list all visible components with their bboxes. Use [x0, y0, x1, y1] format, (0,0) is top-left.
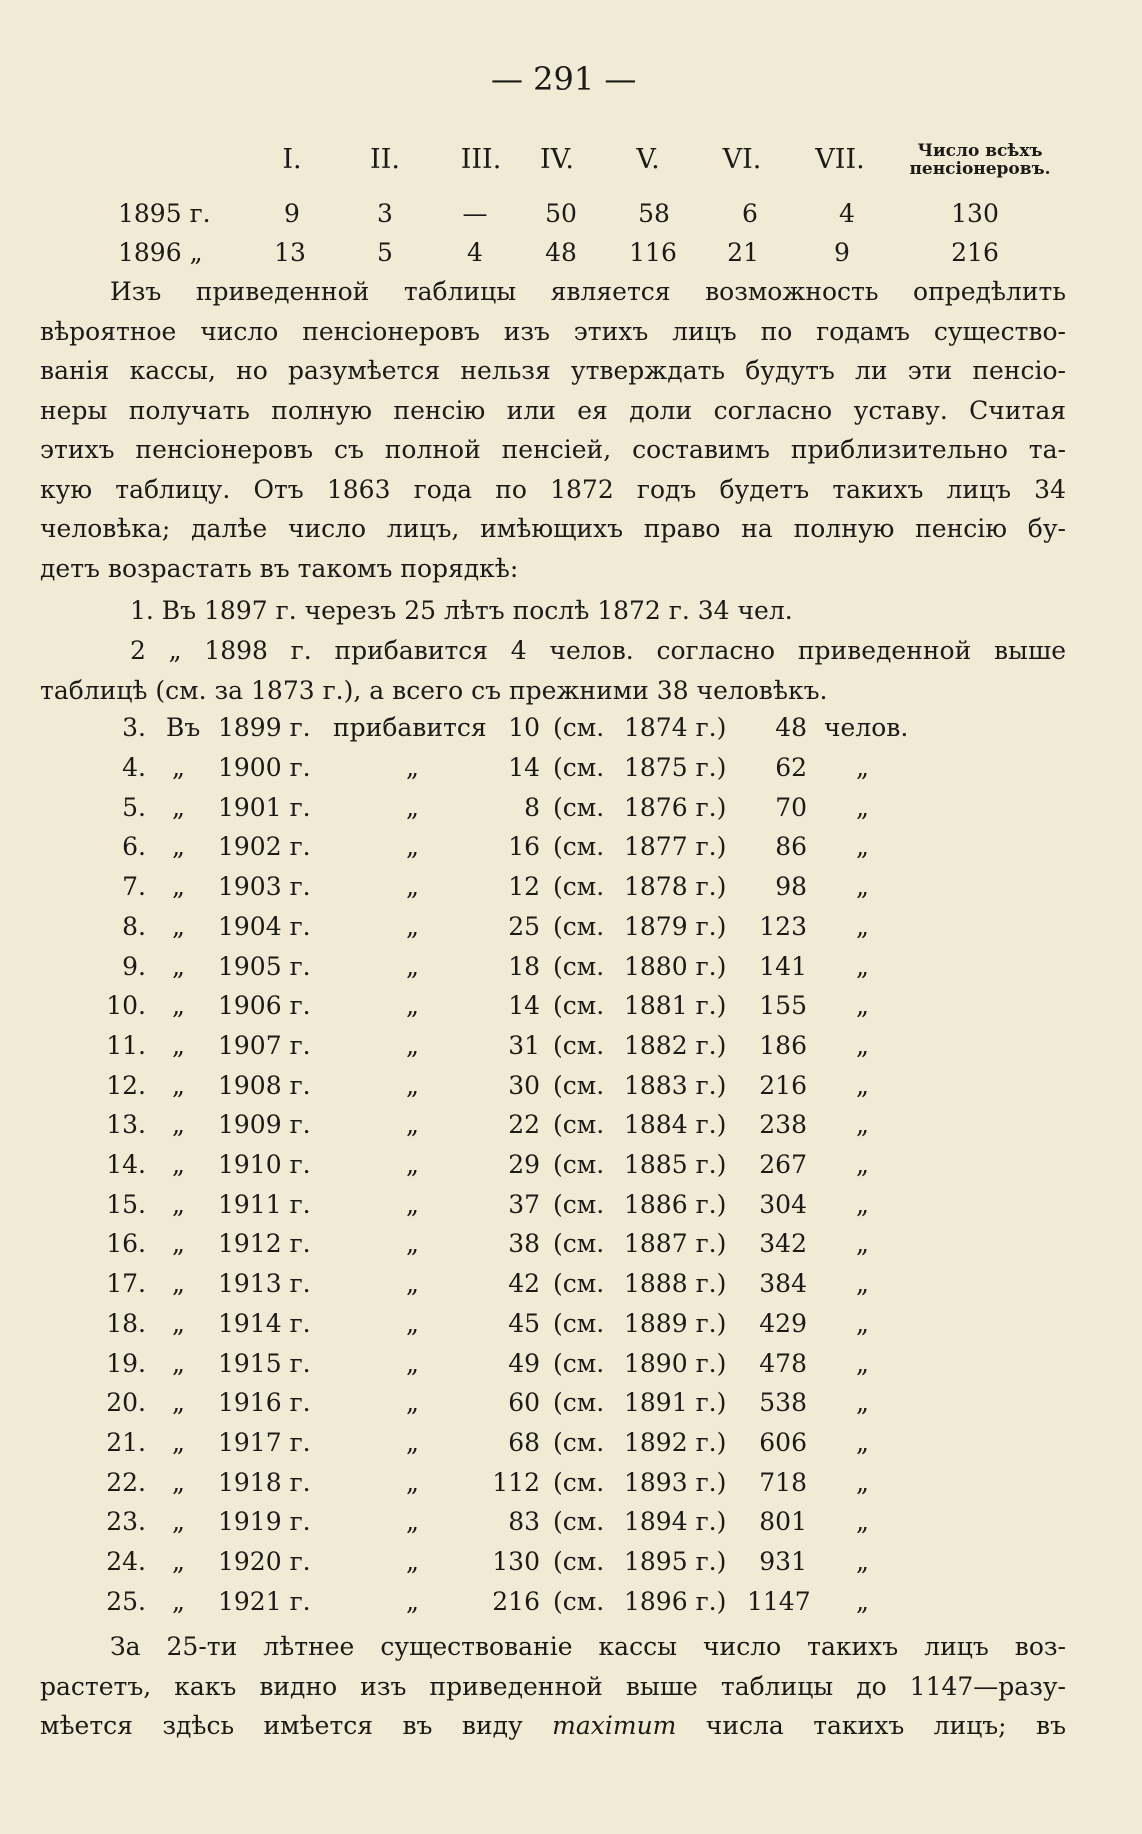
row-num: 8.	[122, 912, 146, 941]
table-row-1895-c6: 6	[742, 199, 758, 228]
row-unit: челов.	[824, 713, 909, 742]
table-row-1896-c1: 13	[274, 238, 306, 267]
text-line: этихъ пенсіонеровъ съ полной пенсіей, составимъ приблизительно та-	[40, 435, 1066, 464]
row-quote: „	[406, 1110, 419, 1139]
row-quote: „	[856, 753, 869, 782]
row-num: 12.	[106, 1071, 146, 1100]
row-total: 606	[759, 1428, 807, 1457]
row-quote: „	[172, 1349, 185, 1378]
row-ref: 1880 г.)	[624, 952, 727, 981]
row-quote: „	[856, 1428, 869, 1457]
row-year: 1921 г.	[218, 1587, 311, 1616]
row-year: 1915 г.	[218, 1349, 311, 1378]
row-add: 30	[508, 1071, 540, 1100]
row-ref: 1895 г.)	[624, 1547, 727, 1576]
col-header-1: I.	[282, 144, 302, 175]
list-item-2-line2: таблицѣ (см. за 1873 г.), а всего съ прежними 38 человѣкъ.	[40, 676, 828, 705]
row-see: (см.	[553, 1349, 605, 1378]
row-pre: Въ	[166, 713, 201, 742]
page-number: — 291 —	[491, 60, 637, 98]
row-ref: 1884 г.)	[624, 1110, 727, 1139]
row-add: 42	[508, 1269, 540, 1298]
row-year: 1920 г.	[218, 1547, 311, 1576]
row-ref: 1881 г.)	[624, 991, 727, 1020]
row-verb: прибавится	[333, 713, 487, 742]
row-ref: 1879 г.)	[624, 912, 727, 941]
table-row-1896-c3: 4	[467, 238, 483, 267]
row-add: 8	[524, 793, 540, 822]
row-ref: 1896 г.)	[624, 1587, 727, 1616]
row-quote: „	[406, 1587, 419, 1616]
row-year: 1907 г.	[218, 1031, 311, 1060]
row-total: 1147	[747, 1587, 811, 1616]
row-total: 123	[759, 912, 807, 941]
row-quote: „	[172, 1150, 185, 1179]
row-quote: „	[172, 1388, 185, 1417]
row-quote: „	[172, 1031, 185, 1060]
text-line: За 25-ти лѣтнее существованіе кассы число такихъ лицъ воз-	[110, 1632, 1066, 1661]
row-see: (см.	[553, 1309, 605, 1338]
row-quote: „	[406, 832, 419, 861]
row-quote: „	[856, 1190, 869, 1219]
row-add: 14	[508, 753, 540, 782]
row-add: 45	[508, 1309, 540, 1338]
list-item-2-line1: 2 „ 1898 г. прибавится 4 челов. согласно приведенной выше	[130, 636, 1066, 665]
row-add: 25	[508, 912, 540, 941]
row-num: 20.	[106, 1388, 146, 1417]
row-quote: „	[406, 1428, 419, 1457]
row-quote: „	[172, 1229, 185, 1258]
col-header-2: II.	[370, 144, 400, 175]
row-ref: 1875 г.)	[624, 753, 727, 782]
col-header-4: IV.	[539, 144, 575, 175]
table-row-1895-c3: —	[462, 199, 488, 228]
row-quote: „	[856, 1349, 869, 1378]
row-quote: „	[406, 793, 419, 822]
row-quote: „	[172, 1190, 185, 1219]
col-header-total-line1: Число всѣхъ	[917, 141, 1043, 161]
row-ref: 1888 г.)	[624, 1269, 727, 1298]
row-quote: „	[856, 1468, 869, 1497]
row-add: 38	[508, 1229, 540, 1258]
row-see: (см.	[553, 1229, 605, 1258]
row-ref: 1882 г.)	[624, 1031, 727, 1060]
row-ref: 1894 г.)	[624, 1507, 727, 1536]
row-quote: „	[406, 1507, 419, 1536]
row-ref: 1887 г.)	[624, 1229, 727, 1258]
row-quote: „	[406, 1190, 419, 1219]
row-quote: „	[856, 1071, 869, 1100]
row-num: 23.	[106, 1507, 146, 1536]
row-ref: 1874 г.)	[624, 713, 727, 742]
row-year: 1904 г.	[218, 912, 311, 941]
row-quote: „	[856, 832, 869, 861]
row-see: (см.	[553, 1269, 605, 1298]
row-quote: „	[172, 1309, 185, 1338]
row-quote: „	[856, 991, 869, 1020]
row-quote: „	[406, 991, 419, 1020]
row-quote: „	[406, 1031, 419, 1060]
row-add: 10	[508, 713, 540, 742]
row-total: 931	[759, 1547, 807, 1576]
row-total: 429	[759, 1309, 807, 1338]
row-year: 1911 г.	[218, 1190, 311, 1219]
row-quote: „	[406, 1309, 419, 1338]
row-see: (см.	[553, 912, 605, 941]
row-num: 9.	[122, 952, 146, 981]
row-see: (см.	[553, 991, 605, 1020]
table-row-1896-c5: 116	[629, 238, 677, 267]
row-year: 1908 г.	[218, 1071, 311, 1100]
row-year: 1919 г.	[218, 1507, 311, 1536]
table-row-1896-c6: 21	[727, 238, 759, 267]
row-see: (см.	[553, 832, 605, 861]
text-line: Изъ приведенной таблицы является возможность опредѣлить	[110, 277, 1066, 306]
text-line-final	[40, 1706, 1066, 1746]
row-quote: „	[172, 1587, 185, 1616]
text-line: ванія кассы, но разумѣется нельзя утверждать будутъ ли эти пенсіо-	[40, 356, 1066, 385]
row-quote: „	[172, 1507, 185, 1536]
row-add: 14	[508, 991, 540, 1020]
row-ref: 1886 г.)	[624, 1190, 727, 1219]
row-num: 21.	[106, 1428, 146, 1457]
row-quote: „	[856, 912, 869, 941]
row-quote: „	[856, 793, 869, 822]
row-year: 1909 г.	[218, 1110, 311, 1139]
col-header-total	[905, 143, 1055, 179]
row-num: 18.	[106, 1309, 146, 1338]
row-year: 1900 г.	[218, 753, 311, 782]
row-quote: „	[172, 952, 185, 981]
col-header-6: VI.	[722, 144, 762, 175]
row-num: 16.	[106, 1229, 146, 1258]
row-quote: „	[406, 1388, 419, 1417]
row-total: 718	[759, 1468, 807, 1497]
col-header-7: VII.	[815, 144, 865, 175]
row-ref: 1878 г.)	[624, 872, 727, 901]
row-see: (см.	[553, 713, 605, 742]
row-quote: „	[172, 753, 185, 782]
text-italic: maximum	[552, 1711, 677, 1740]
text-fragment: мѣется здѣсь имѣется въ виду	[40, 1711, 523, 1740]
row-num: 4.	[122, 753, 146, 782]
row-quote: „	[856, 1587, 869, 1616]
row-ref: 1883 г.)	[624, 1071, 727, 1100]
row-ref: 1889 г.)	[624, 1309, 727, 1338]
text-line: растетъ, какъ видно изъ приведенной выше таблицы до 1147—разу-	[40, 1672, 1066, 1701]
row-quote: „	[406, 753, 419, 782]
row-quote: „	[406, 1468, 419, 1497]
row-ref: 1893 г.)	[624, 1468, 727, 1497]
row-quote: „	[172, 1428, 185, 1457]
text-line: детъ возрастать въ такомъ порядкѣ:	[40, 554, 519, 583]
row-quote: „	[856, 1547, 869, 1576]
row-add: 37	[508, 1190, 540, 1219]
row-ref: 1876 г.)	[624, 793, 727, 822]
row-see: (см.	[553, 1150, 605, 1179]
row-add: 49	[508, 1349, 540, 1378]
row-see: (см.	[553, 1507, 605, 1536]
row-quote: „	[172, 1547, 185, 1576]
row-see: (см.	[553, 1587, 605, 1616]
row-total: 48	[775, 713, 807, 742]
row-year: 1910 г.	[218, 1150, 311, 1179]
row-add: 112	[492, 1468, 540, 1497]
row-quote: „	[856, 1507, 869, 1536]
row-quote: „	[406, 1229, 419, 1258]
row-see: (см.	[553, 1071, 605, 1100]
row-quote: „	[406, 872, 419, 901]
row-quote: „	[172, 872, 185, 901]
row-quote: „	[856, 1031, 869, 1060]
table-row-1895-c4: 50	[545, 199, 577, 228]
table-row-1895-c5: 58	[638, 199, 670, 228]
row-ref: 1892 г.)	[624, 1428, 727, 1457]
row-see: (см.	[553, 753, 605, 782]
table-row-1895-c1: 9	[284, 199, 300, 228]
text-line: неры получать полную пенсію или ея доли согласно уставу. Считая	[40, 396, 1066, 425]
row-see: (см.	[553, 952, 605, 981]
row-year: 1918 г.	[218, 1468, 311, 1497]
row-total: 538	[759, 1388, 807, 1417]
row-num: 13.	[106, 1110, 146, 1139]
row-add: 31	[508, 1031, 540, 1060]
row-num: 25.	[106, 1587, 146, 1616]
row-total: 70	[775, 793, 807, 822]
table-row-1896-total: 216	[951, 238, 999, 267]
row-quote: „	[172, 832, 185, 861]
row-quote: „	[856, 1229, 869, 1258]
row-see: (см.	[553, 793, 605, 822]
row-num: 11.	[106, 1031, 146, 1060]
row-year: 1917 г.	[218, 1428, 311, 1457]
row-see: (см.	[553, 1110, 605, 1139]
row-add: 12	[508, 872, 540, 901]
col-header-3: III.	[460, 144, 502, 175]
row-ref: 1891 г.)	[624, 1388, 727, 1417]
row-quote: „	[406, 1071, 419, 1100]
row-quote: „	[856, 1269, 869, 1298]
table-row-1895-c7: 4	[839, 199, 855, 228]
row-num: 14.	[106, 1150, 146, 1179]
row-quote: „	[172, 912, 185, 941]
row-quote: „	[856, 952, 869, 981]
row-quote: „	[172, 793, 185, 822]
row-total: 342	[759, 1229, 807, 1258]
row-add: 130	[492, 1547, 540, 1576]
row-see: (см.	[553, 872, 605, 901]
row-quote: „	[856, 872, 869, 901]
row-add: 60	[508, 1388, 540, 1417]
table-row-1896-c4: 48	[545, 238, 577, 267]
table-row-1896-c2: 5	[377, 238, 393, 267]
row-add: 18	[508, 952, 540, 981]
row-see: (см.	[553, 1190, 605, 1219]
row-total: 98	[775, 872, 807, 901]
table-row-1895-total: 130	[951, 199, 999, 228]
row-see: (см.	[553, 1428, 605, 1457]
row-num: 17.	[106, 1269, 146, 1298]
row-see: (см.	[553, 1468, 605, 1497]
row-quote: „	[406, 1349, 419, 1378]
text-line: вѣроятное число пенсіонеровъ изъ этихъ лицъ по годамъ существо-	[40, 317, 1066, 346]
row-quote: „	[172, 1269, 185, 1298]
row-year: 1902 г.	[218, 832, 311, 861]
row-num: 19.	[106, 1349, 146, 1378]
col-header-5: V.	[636, 144, 660, 175]
row-total: 238	[759, 1110, 807, 1139]
row-total: 216	[759, 1071, 807, 1100]
row-year: 1905 г.	[218, 952, 311, 981]
row-add: 29	[508, 1150, 540, 1179]
row-num: 3.	[122, 713, 146, 742]
row-add: 22	[508, 1110, 540, 1139]
row-see: (см.	[553, 1547, 605, 1576]
row-total: 304	[759, 1190, 807, 1219]
row-add: 83	[508, 1507, 540, 1536]
row-num: 15.	[106, 1190, 146, 1219]
row-total: 155	[759, 991, 807, 1020]
row-quote: „	[856, 1150, 869, 1179]
list-item-1: 1. Въ 1897 г. черезъ 25 лѣтъ послѣ 1872 г. 34 чел.	[130, 596, 793, 625]
row-quote: „	[406, 1150, 419, 1179]
row-quote: „	[856, 1110, 869, 1139]
table-row-1896-year: 1896 „	[118, 238, 203, 267]
row-add: 68	[508, 1428, 540, 1457]
row-year: 1906 г.	[218, 991, 311, 1020]
row-year: 1913 г.	[218, 1269, 311, 1298]
row-ref: 1885 г.)	[624, 1150, 727, 1179]
row-year: 1903 г.	[218, 872, 311, 901]
row-add: 216	[492, 1587, 540, 1616]
row-see: (см.	[553, 1388, 605, 1417]
table-row-1895-year: 1895 г.	[118, 199, 211, 228]
row-ref: 1877 г.)	[624, 832, 727, 861]
row-quote: „	[172, 1468, 185, 1497]
text-fragment: числа такихъ лицъ; въ	[705, 1711, 1066, 1740]
col-header-total-line2: пенсіонеровъ.	[909, 158, 1051, 179]
row-total: 478	[759, 1349, 807, 1378]
row-ref: 1890 г.)	[624, 1349, 727, 1378]
row-total: 267	[759, 1150, 807, 1179]
row-total: 186	[759, 1031, 807, 1060]
text-line: человѣка; далѣе число лицъ, имѣющихъ право на полную пенсію бу-	[40, 514, 1066, 543]
row-add: 16	[508, 832, 540, 861]
row-quote: „	[406, 952, 419, 981]
table-row-1896-c7: 9	[834, 238, 850, 267]
row-total: 62	[775, 753, 807, 782]
row-total: 801	[759, 1507, 807, 1536]
row-quote: „	[856, 1309, 869, 1338]
row-num: 10.	[106, 991, 146, 1020]
row-total: 141	[759, 952, 807, 981]
row-quote: „	[406, 1547, 419, 1576]
row-num: 22.	[106, 1468, 146, 1497]
text-line: кую таблицу. Отъ 1863 года по 1872 годъ будетъ такихъ лицъ 34	[40, 475, 1066, 504]
row-quote: „	[172, 1110, 185, 1139]
row-year: 1914 г.	[218, 1309, 311, 1338]
table-row-1895-c2: 3	[377, 199, 393, 228]
row-quote: „	[406, 1269, 419, 1298]
row-quote: „	[172, 991, 185, 1020]
row-quote: „	[406, 912, 419, 941]
row-year: 1916 г.	[218, 1388, 311, 1417]
row-see: (см.	[553, 1031, 605, 1060]
row-total: 86	[775, 832, 807, 861]
row-total: 384	[759, 1269, 807, 1298]
row-num: 6.	[122, 832, 146, 861]
row-year: 1912 г.	[218, 1229, 311, 1258]
row-year: 1899 г.	[218, 713, 311, 742]
row-num: 24.	[106, 1547, 146, 1576]
row-quote: „	[172, 1071, 185, 1100]
row-year: 1901 г.	[218, 793, 311, 822]
row-quote: „	[856, 1388, 869, 1417]
row-num: 5.	[122, 793, 146, 822]
row-num: 7.	[122, 872, 146, 901]
